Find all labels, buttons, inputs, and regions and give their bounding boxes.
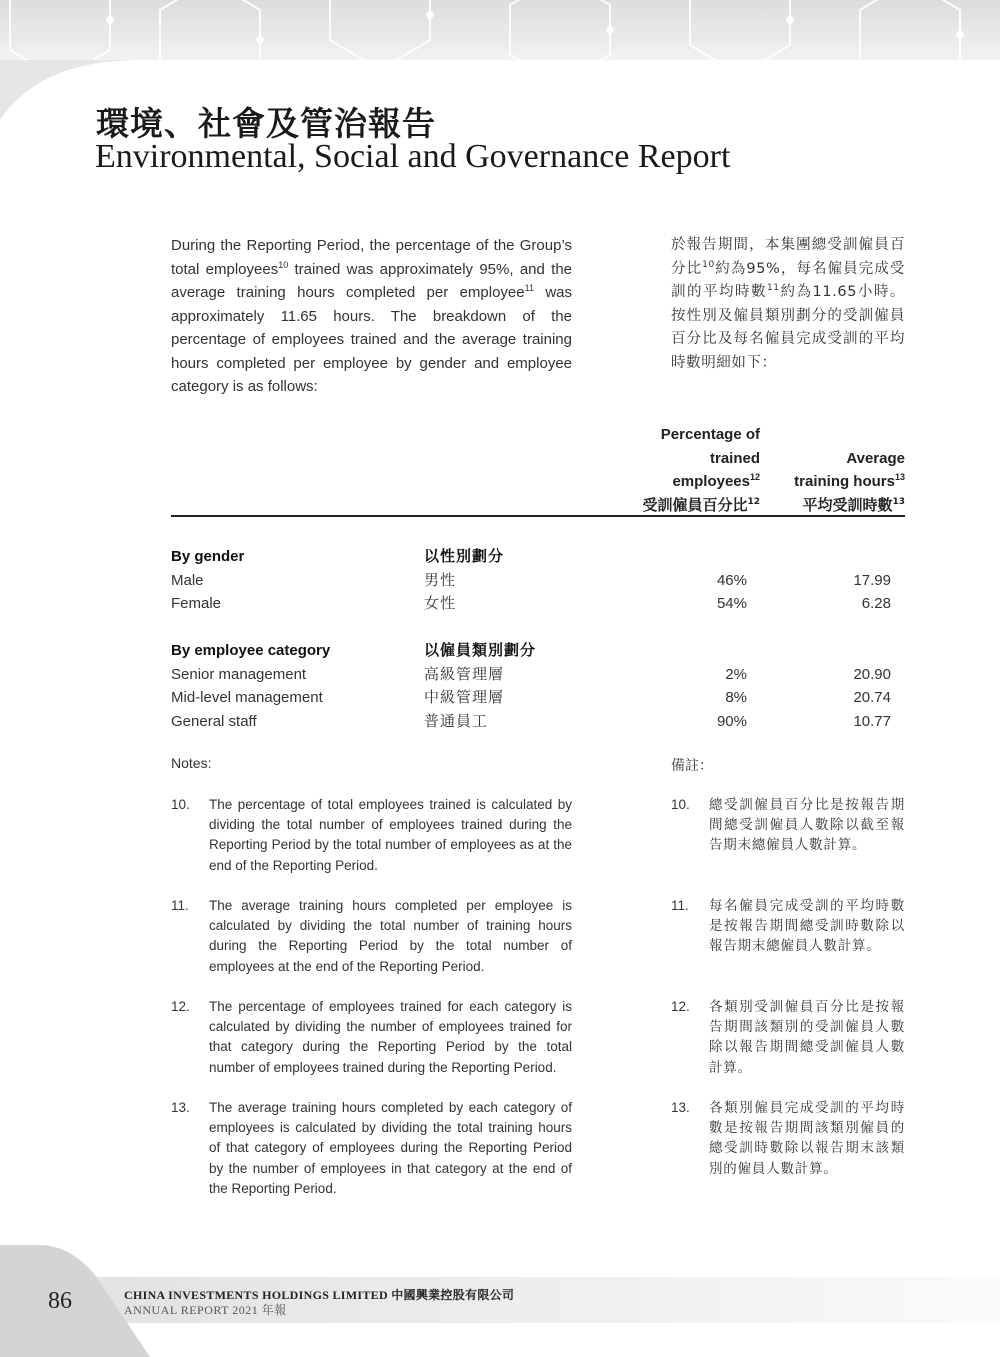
note-item-chinese: 10. 總受訓僱員百分比是按報告期間總受訓僱員人數除以截至報告期末總僱員人數計算。 <box>671 797 905 854</box>
table-header-divider <box>171 515 905 517</box>
footnote-ref: 11 <box>524 283 534 293</box>
note-item-english: 12. The percentage of employees trained for each category is calculated by dividing the number of employees trained for that category during the Reporting Period by the total number of employees trained during the Reporting Period. <box>171 999 572 1075</box>
note-item-chinese: 12. 各類別受訓僱員百分比是按報告期間該類別的受訓僱員人數除以報告期間總受訓僱員人數計算。 <box>671 999 905 1076</box>
footer-company: CHINA INVESTMENTS HOLDINGS LIMITED 中國興業控股有限公司 <box>124 1288 515 1302</box>
note-item-chinese: 13. 各類別僱員完成受訓的平均時數是按報告期間該類別僱員的總受訓時數除以報告期末該類別的僱員人數計算。 <box>671 1100 905 1177</box>
table-row: Senior management 高級管理層 2% 20.90 <box>171 665 891 683</box>
note-item-english: 13. The average training hours completed by each category of employees is calculated by dividing the total training hours of that category of employees during the Reporting Period by the number of employees in that category at the end of the Reporting Period. <box>171 1100 572 1196</box>
intro-paragraph-english: During the Reporting Period, the percentage of the Group’s total employees$^{10}$ trained was approximately 95%, and the average training hours completed per employee$^{11}$ was approximately 11.65 hours. The breakdown of the percentage of employees trained and the average training hours completed per employee by gender and employee category is as follows: <box>171 237 572 395</box>
footnote-ref: 11 <box>766 283 780 294</box>
column-header-percentage: Percentage of trained employees$^{12}$ 受訓僱員百分比$^{12}$ <box>642 426 760 514</box>
page-title-english: Environmental, Social and Governance Report <box>95 138 731 175</box>
footer-report: ANNUAL REPORT 2021 年報 <box>124 1303 287 1317</box>
footnote-ref: 10 <box>278 259 289 270</box>
column-header-hours: Average training hours$^{13}$ 平均受訓時數$^{13}$ <box>794 449 905 514</box>
page-number: 86 <box>48 1288 72 1314</box>
notes-title-chinese: 備註： <box>671 758 713 774</box>
table-row: General staff 普通員工 90% 10.77 <box>171 712 891 730</box>
section-header-gender: By gender 以性別劃分 <box>171 547 505 565</box>
footnote-ref: 10 <box>702 259 715 270</box>
section-header-category: By employee category 以僱員類別劃分 <box>171 641 537 659</box>
notes-title-english: Notes: <box>171 755 212 771</box>
table-row: Female 女性 54% 6.28 <box>171 594 891 612</box>
note-item-english: 11. The average training hours completed per employee is calculated by dividing the total number of training hours during the Reporting Period by the total number of employees at the end of the Reporting Period. <box>171 898 572 974</box>
intro-paragraph-chinese: 於報告期間，本集團總受訓僱員百分比$^{10}$約為95%，每名僱員完成受訓的平均時數$^{11}$約為11.65小時。按性別及僱員類別劃分的受訓僱員百分比及每名僱員完成受訓的平均時數明細如下： <box>671 237 905 371</box>
note-item-chinese: 11. 每名僱員完成受訓的平均時數是按報告期間總受訓時數除以報告期末總僱員人數計算。 <box>671 898 905 955</box>
table-row: Male 男性 46% 17.99 <box>171 571 891 589</box>
page-title-chinese: 環境、社會及管治報告 <box>96 104 436 143</box>
table-row: Mid-level management 中級管理層 8% 20.74 <box>171 688 891 706</box>
note-item-english: 10. The percentage of total employees trained is calculated by dividing the total number of employees trained during the Reporting Period by the total number of employees as at the end of the Reporting Period. <box>171 797 572 873</box>
